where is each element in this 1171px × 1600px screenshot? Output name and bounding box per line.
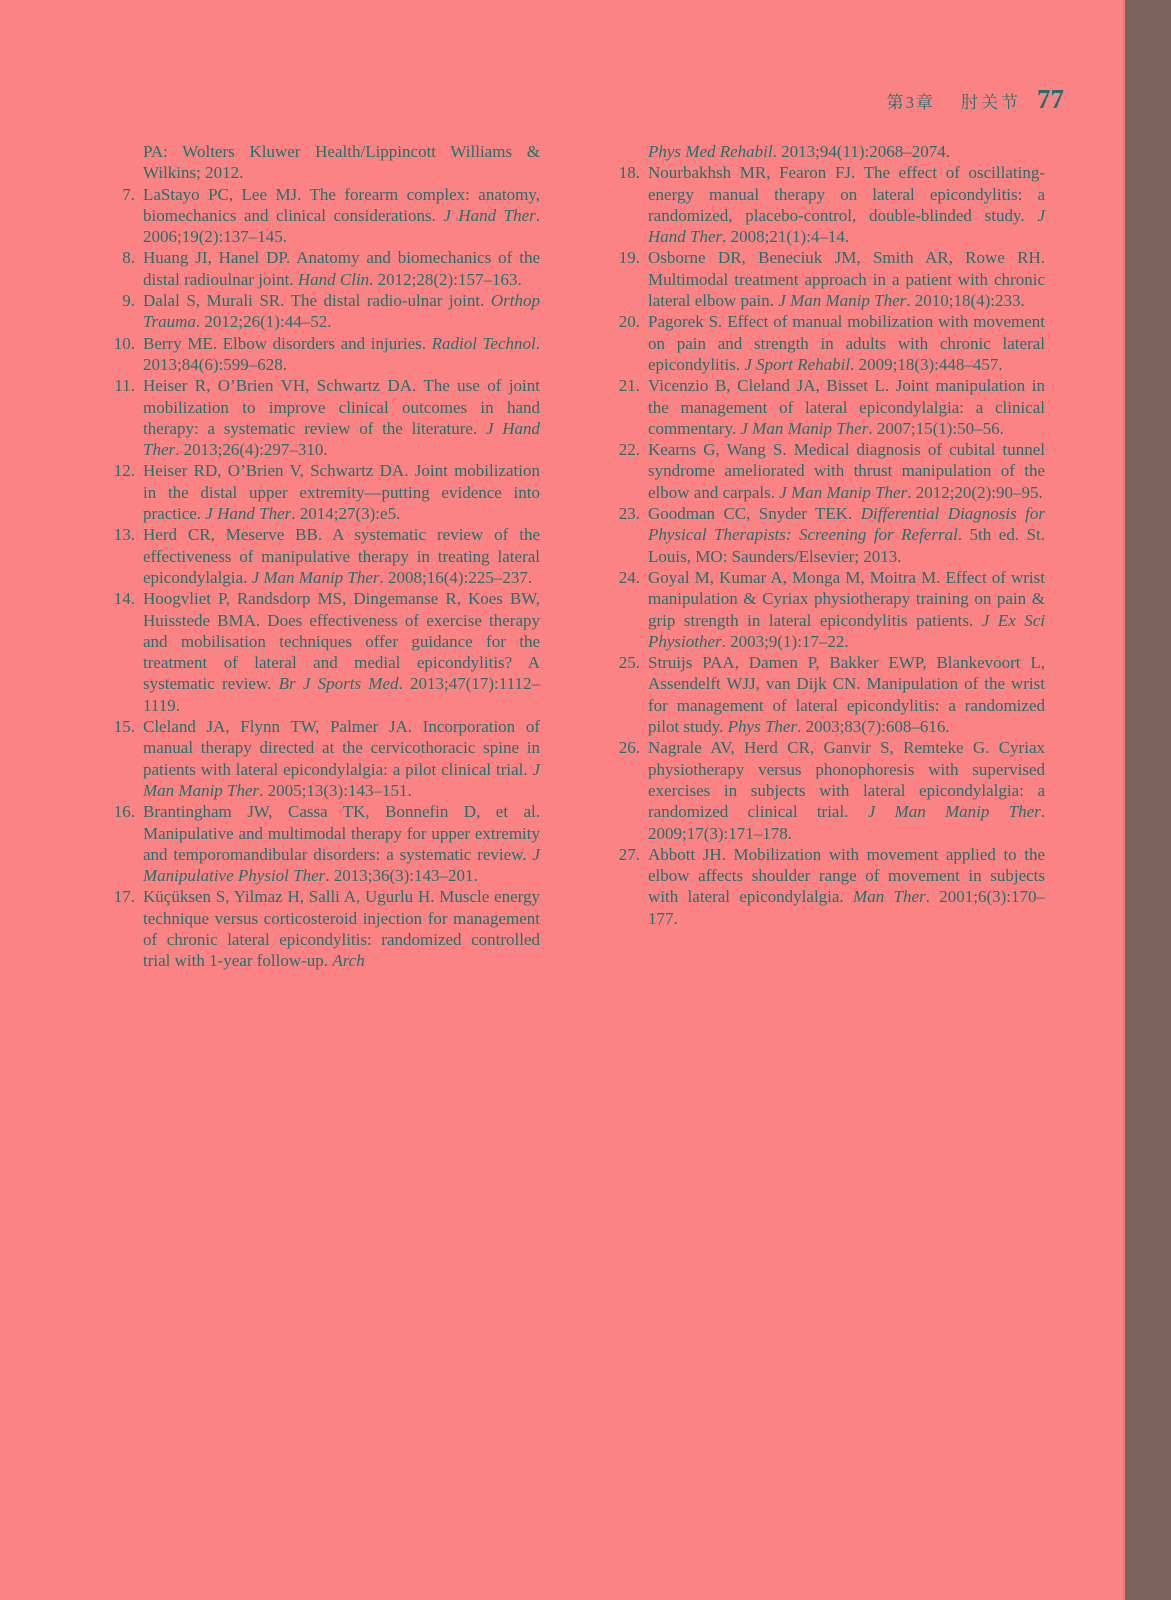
reference-item xyxy=(612,375,1045,439)
reference-text: Struijs PAA, Damen P, Bakker EWP, Blankevoort L, Assendelft WJJ, van Dijk CN. Manipulation of the wrist for management of lateral epicondylitis: a randomized pilot study. Phys Ther. 2003;83(7):608–616. xyxy=(648,653,1045,737)
references-left-column xyxy=(107,141,540,972)
reference-number: 12. xyxy=(113,461,135,481)
reference-number: 9. xyxy=(122,291,135,311)
reference-number: 10. xyxy=(113,333,135,353)
reference-number: 26. xyxy=(618,738,640,758)
reference-text: Vicenzio B, Cleland JA, Bisset L. Joint manipulation in the management of lateral epicondylalgia: a clinical commentary. J Man Manip Ther. 2007;15(1):50–56. xyxy=(648,376,1045,438)
reference-text: Nagrale AV, Herd CR, Ganvir S, Remteke G. Cyriax physiotherapy versus phonophoresis with supervised exercises in subjects with lateral epicondylalgia: a randomized clinical trial. J Man Manip Ther. 2009;17(3):171–178. xyxy=(648,738,1045,843)
section-label: 肘关节 xyxy=(961,93,1021,112)
reference-text: Berry ME. Elbow disorders and injuries. Radiol Technol. 2013;84(6):599–628. xyxy=(143,333,540,374)
reference-item xyxy=(107,333,540,376)
reference-item xyxy=(612,141,1045,162)
reference-text: Cleland JA, Flynn TW, Palmer JA. Incorporation of manual therapy directed at the cervicothoracic spine in patients with lateral epicondylalgia: a pilot clinical trial. J Man Manip Ther. 2005;13(3):143–151. xyxy=(143,717,540,800)
reference-item xyxy=(107,886,540,971)
reference-item xyxy=(612,439,1045,503)
reference-text: Osborne DR, Beneciuk JM, Smith AR, Rowe RH. Multimodal treatment approach in a patient with chronic lateral elbow pain. J Man Manip Ther. 2010;18(4):233. xyxy=(648,248,1045,311)
reference-text: Heiser R, O’Brien VH, Schwartz DA. The use of joint mobilization to improve clinical outcomes in hand therapy: a systematic review of the literature. J Hand Ther. 2013;26(4):297–310. xyxy=(143,376,540,460)
reference-text: Heiser RD, O’Brien V, Schwartz DA. Joint mobilization in the distal upper extremity—putting evidence into practice. J Hand Ther. 2014;27(3):e5. xyxy=(143,461,540,524)
reference-text: PA: Wolters Kluwer Health/Lippincott Williams & Wilkins; 2012. xyxy=(143,142,540,183)
reference-number: 24. xyxy=(618,567,640,587)
reference-number: 16. xyxy=(113,802,135,822)
reference-number: 11. xyxy=(114,376,135,396)
reference-item xyxy=(107,716,540,801)
page-number: 77 xyxy=(1037,84,1064,114)
reference-item xyxy=(612,737,1045,843)
reference-item xyxy=(107,375,540,460)
reference-item xyxy=(612,567,1045,652)
reference-item xyxy=(107,801,540,886)
book-spine-strip xyxy=(1123,0,1171,1600)
reference-number: 25. xyxy=(618,653,640,673)
reference-text: Dalal S, Murali SR. The distal radio-ulnar joint. Orthop Trauma. 2012;26(1):44–52. xyxy=(143,291,540,332)
reference-text: Goyal M, Kumar A, Monga M, Moitra M. Effect of wrist manipulation & Cyriax physiotherapy training on pain & grip strength in lateral epicondylitis patients. J Ex Sci Physiother. 2003;9(1):17–22. xyxy=(648,567,1045,651)
reference-item xyxy=(107,290,540,333)
references-right-column xyxy=(612,141,1045,972)
reference-item xyxy=(107,460,540,524)
reference-text: Brantingham JW, Cassa TK, Bonnefin D, et al. Manipulative and multimodal therapy for upper extremity and temporomandibular disorders: a systematic review. J Manipulative Physiol Ther. 2013;36(3):143–201. xyxy=(143,802,540,886)
reference-item xyxy=(107,524,540,588)
reference-text: Goodman CC, Snyder TEK. Differential Diagnosis for Physical Therapists: Screening for Referral. 5th ed. St. Louis, MO: Saunders/Elsevier; 2013. xyxy=(648,504,1045,566)
reference-number: 21. xyxy=(618,376,640,396)
reference-text: Küçüksen S, Yilmaz H, Salli A, Ugurlu H. Muscle energy technique versus corticosteroid injection for management of chronic lateral epicondylitis: randomized controlled trial with 1-year follow-up. Arch xyxy=(143,887,540,971)
running-header xyxy=(0,84,1064,115)
reference-item xyxy=(612,503,1045,567)
reference-text: Huang JI, Hanel DP. Anatomy and biomechanics of the distal radioulnar joint. Hand Clin. 2012;28(2):157–163. xyxy=(143,248,540,289)
reference-text: Hoogvliet P, Randsdorp MS, Dingemanse R, Koes BW, Huisstede BMA. Does effectiveness of exercise therapy and mobilisation techniques offer guidance for the treatment of lateral and medial epicondylitis? A systematic review. Br J Sports Med. 2013;47(17):1112–1119. xyxy=(143,589,540,715)
reference-number: 7. xyxy=(122,184,135,204)
reference-item xyxy=(107,247,540,290)
chapter-label: 第3章 xyxy=(886,93,935,112)
reference-number: 8. xyxy=(122,248,135,268)
reference-item xyxy=(612,162,1045,247)
reference-text: Pagorek S. Effect of manual mobilization with movement on pain and strength in adults with chronic lateral epicondylitis. J Sport Rehabil. 2009;18(3):448–457. xyxy=(648,312,1045,374)
reference-item xyxy=(612,247,1045,311)
reference-number: 23. xyxy=(618,504,640,524)
reference-item xyxy=(107,141,540,184)
reference-number: 18. xyxy=(618,163,640,183)
reference-number: 22. xyxy=(618,440,640,460)
reference-number: 15. xyxy=(113,717,135,737)
reference-text: Kearns G, Wang S. Medical diagnosis of cubital tunnel syndrome ameliorated with thrust manipulation of the elbow and carpals. J Man Manip Ther. 2012;20(2):90–95. xyxy=(648,440,1045,502)
references-section xyxy=(107,141,1045,972)
reference-item xyxy=(612,844,1045,929)
reference-text: LaStayo PC, Lee MJ. The forearm complex: anatomy, biomechanics and clinical considerations. J Hand Ther. 2006;19(2):137–145. xyxy=(143,184,540,247)
reference-number: 13. xyxy=(113,525,135,545)
reference-number: 19. xyxy=(618,248,640,268)
reference-text: Nourbakhsh MR, Fearon FJ. The effect of oscillating-energy manual therapy on lateral epicondylitis: a randomized, placebo-control, double-blinded study. J Hand Ther. 2008;21(1):4–14. xyxy=(648,163,1045,247)
reference-item xyxy=(612,311,1045,375)
reference-number: 17. xyxy=(113,887,135,907)
reference-number: 20. xyxy=(618,312,640,332)
reference-number: 27. xyxy=(618,844,640,864)
reference-item xyxy=(612,652,1045,737)
reference-number: 14. xyxy=(113,589,135,609)
reference-item xyxy=(107,184,540,248)
reference-text: Phys Med Rehabil. 2013;94(11):2068–2074. xyxy=(648,142,951,161)
reference-text: Herd CR, Meserve BB. A systematic review of the effectiveness of manipulative therapy in treating lateral epicondylalgia. J Man Manip Ther. 2008;16(4):225–237. xyxy=(143,525,540,587)
reference-text: Abbott JH. Mobilization with movement applied to the elbow affects shoulder range of movement in subjects with lateral epicondylalgia. Man Ther. 2001;6(3):170–177. xyxy=(648,844,1046,928)
reference-item xyxy=(107,588,540,716)
